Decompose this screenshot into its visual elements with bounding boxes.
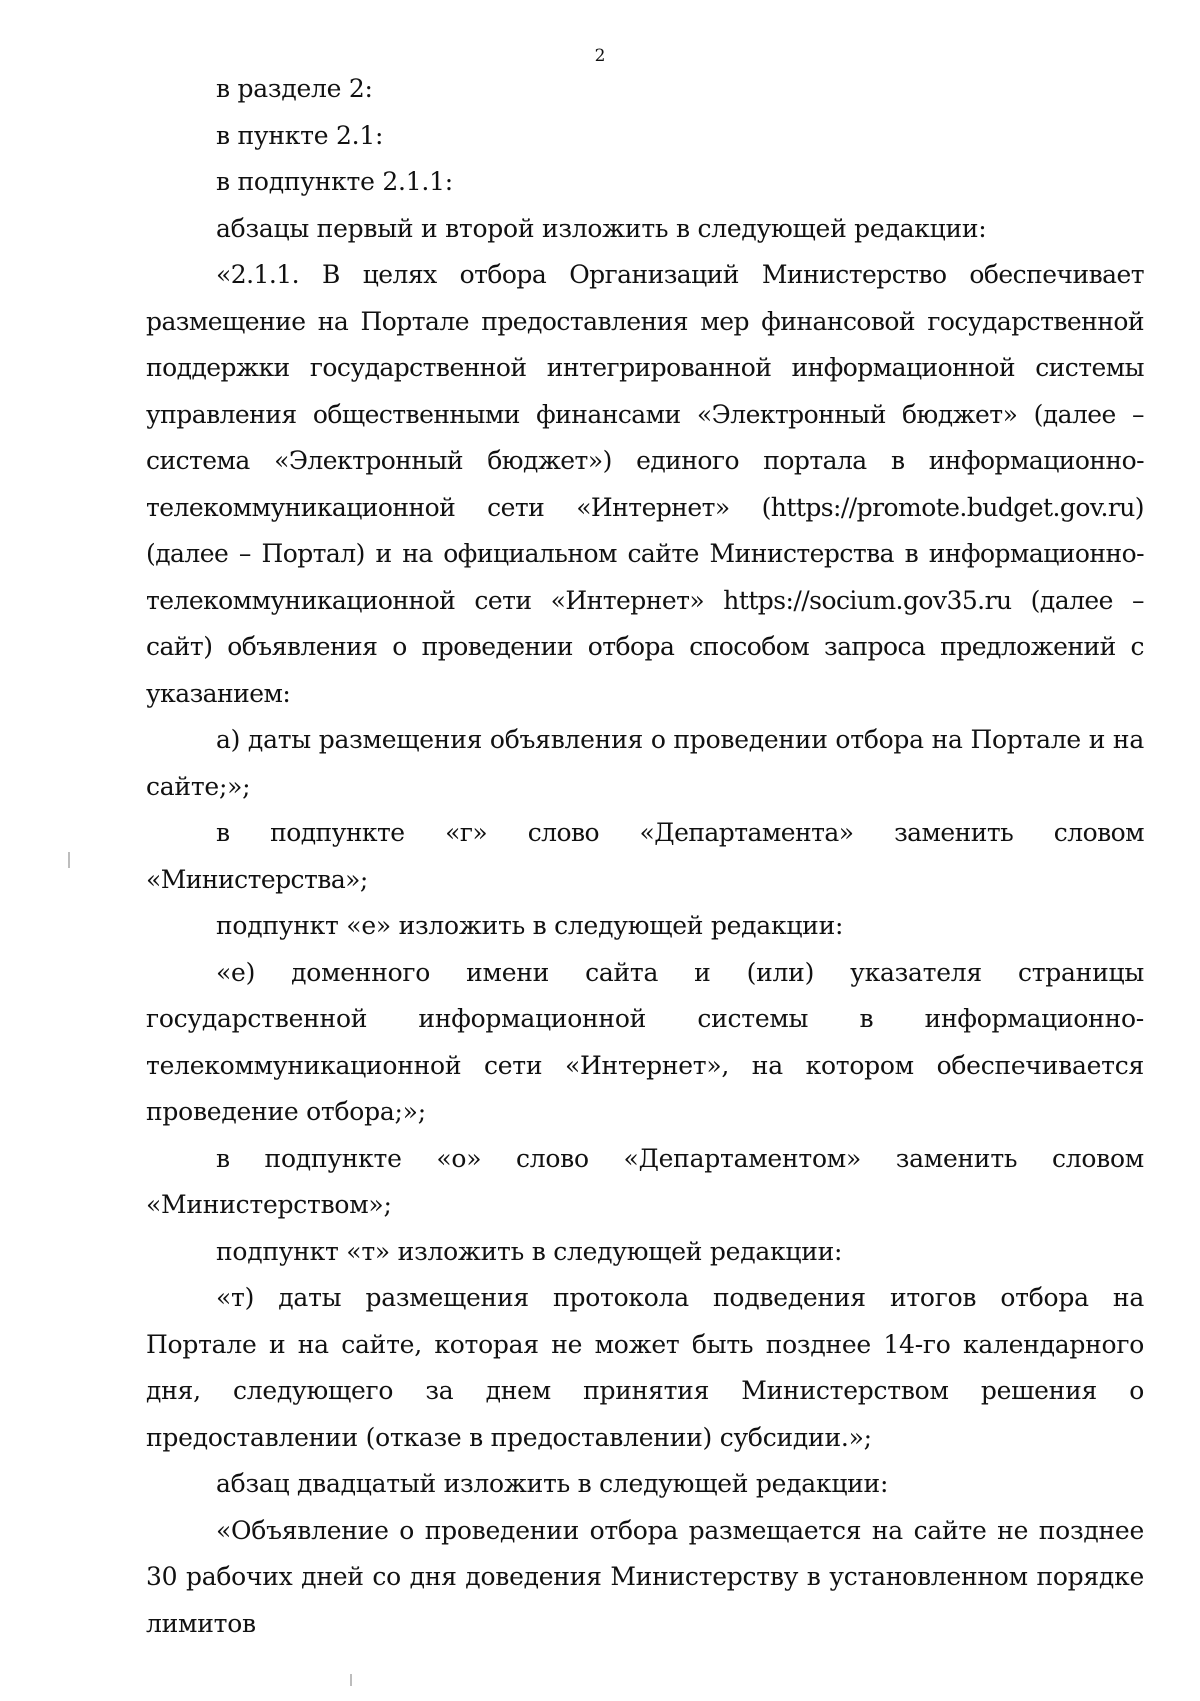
paragraph-section-2: в разделе 2: [216,74,373,103]
paragraph-subitem-2-1-1: в подпункте 2.1.1: [216,167,453,196]
paragraph-announcement-text: «Объявление о проведении отбора размещается на сайте не позднее 30 рабочих дней со дня доведения Министерству в установленном порядке лимитов [146,1515,1144,1638]
scan-mark [68,852,70,868]
document-body [146,66,1144,1647]
paragraph-amend-first-second: абзацы первый и второй изложить в следующей редакции: [216,213,987,243]
paragraph-subitem-e-text: «е) доменного имени сайта и (или) указателя страницы государственной информационной системы в информационно-телекоммуникационной сети «Интернет», на котором обеспечивается проведение отбора;»; [146,957,1144,1126]
paragraph-twentieth-intro: абзац двадцатый изложить в следующей редакции: [216,1469,889,1498]
page-number: 2 [594,46,606,66]
paragraph-subitem-o: в подпункте «о» слово «Департаментом» заменить словом «Министерством»; [146,1143,1144,1219]
paragraph-subitem-t-text: «т) даты размещения протокола подведения итогов отбора на Портале и на сайте, которая не может быть позднее 14-го календарного дня, следующего за днем принятия Министерством решения о предоставлении (отказе в предоставлении) субсидии.»; [146,1283,1144,1452]
scan-mark [350,1674,352,1686]
paragraph-subitem-g: в подпункте «г» слово «Департамента» заменить словом «Министерства»; [146,818,1144,894]
paragraph-item-a: а) даты размещения объявления о проведении отбора на Портале и на сайте;»; [146,725,1144,801]
paragraph-subitem-e-intro: подпункт «е» изложить в следующей редакции: [216,911,844,940]
paragraph-2-1-1-text: «2.1.1. В целях отбора Организаций Министерство обеспечивает размещение на Портале предоставления мер финансовой государственной поддержки государственной интегрированной информационной системы управления общественными финансами «Электронный бюджет» (далее – система «Электронный бюджет») единого портала в информационно-телекоммуникационной сети «Интернет» (https://promote.budget.gov.ru) (далее – Портал) и на официальном сайте Министерства в информационно-телекоммуникационной сети «Интернет» https://socium.gov35.ru (далее – сайт) объявления о проведении отбора способом запроса предложений с указанием: [146,260,1144,708]
paragraph-subitem-t-intro: подпункт «т» изложить в следующей редакции: [216,1236,843,1266]
paragraph-item-2-1: в пункте 2.1: [216,120,384,150]
